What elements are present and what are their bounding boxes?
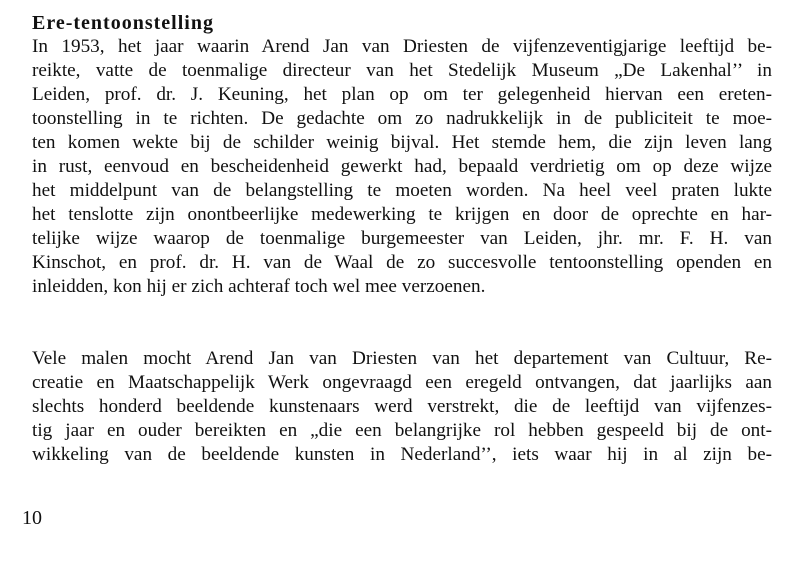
- paragraph-2: [32, 347, 772, 467]
- text-line: toonstelling in te richten. De gedachte om zo nadrukkelijk in de publiciteit te moe-: [32, 108, 772, 129]
- paragraph-1: [32, 35, 772, 299]
- text-line: telijke wijze waarop de toenmalige burgemeester van Leiden, jhr. mr. F. H. van: [32, 228, 772, 249]
- text-line: in rust, eenvoud en bescheidenheid gewerkt had, bepaald verdrietig om op deze wijze: [32, 156, 772, 177]
- text-line: tig jaar en ouder bereikten en „die een belangrijke rol hebben gespeeld bij de ont-: [32, 420, 772, 441]
- text-line: Leiden, prof. dr. J. Keuning, het plan op om ter gelegenheid hiervan een ereten-: [32, 84, 772, 105]
- page-number: 10: [22, 507, 42, 529]
- text-line: het middelpunt van de belangstelling te moeten worden. Na heel veel praten lukte: [32, 180, 772, 201]
- text-line: reikte, vatte de toenmalige directeur van het Stedelijk Museum „De Lakenhal’’ in: [32, 60, 772, 81]
- text-line: Kinschot, en prof. dr. H. van de Waal de zo succesvolle tentoonstelling openden en: [32, 252, 772, 273]
- text-line: creatie en Maatschappelijk Werk ongevraagd een eregeld ontvangen, dat jaarlijks aan: [32, 372, 772, 393]
- text-line: In 1953, het jaar waarin Arend Jan van Driesten de vijfenzeventigjarige leeftijd be-: [32, 36, 772, 57]
- section-heading: Ere-tentoonstelling: [32, 12, 214, 34]
- text-line: het tenslotte zijn onontbeerlijke medewerking te krijgen en door de oprechte en har-: [32, 204, 772, 225]
- text-line: ten komen wekte bij de schilder weinig bijval. Het stemde hem, die zijn leven lang: [32, 132, 772, 153]
- text-line: slechts honderd beeldende kunstenaars werd verstrekt, die de leeftijd van vijfenzes-: [32, 396, 772, 417]
- text-line: wikkeling van de beeldende kunsten in Nederland’’, iets waar hij in al zijn be-: [32, 444, 772, 465]
- text-line: inleidden, kon hij er zich achteraf toch wel mee verzoenen.: [32, 276, 486, 297]
- text-line: Vele malen mocht Arend Jan van Driesten van het departement van Cultuur, Re-: [32, 348, 772, 369]
